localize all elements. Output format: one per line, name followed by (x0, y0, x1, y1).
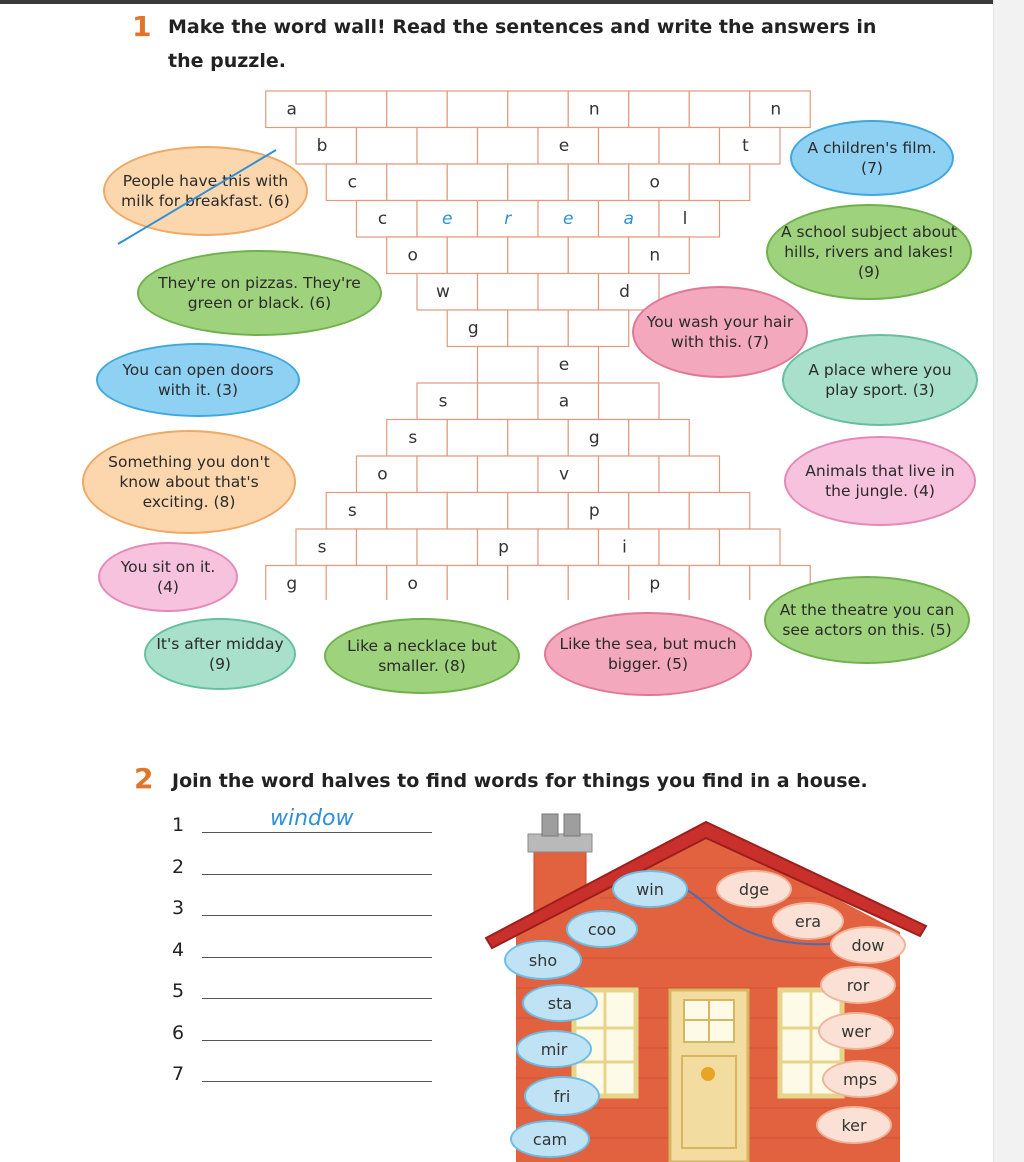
puzzle-letter: p (498, 537, 509, 558)
puzzle-letter: l (682, 208, 688, 229)
half-ror[interactable]: ror (820, 966, 896, 1004)
puzzle-letter: e (558, 135, 570, 156)
puzzle-cell[interactable] (659, 456, 720, 493)
puzzle-cell[interactable] (599, 383, 660, 420)
clue-hair: You wash your hair with this. (7) (632, 286, 808, 378)
puzzle-cell[interactable] (417, 529, 478, 566)
puzzle-letter: s (347, 500, 357, 521)
puzzle-letter: a (286, 99, 297, 120)
puzzle-letter: e (558, 354, 570, 375)
half-sho[interactable]: sho (504, 940, 582, 980)
answer-line[interactable] (202, 957, 432, 958)
half-mir[interactable]: mir (516, 1030, 592, 1068)
puzzle-letter: g (286, 573, 298, 594)
puzzle-cell[interactable] (568, 310, 629, 347)
puzzle-letter: g (588, 427, 600, 448)
puzzle-cell[interactable] (629, 493, 690, 530)
half-sta[interactable]: sta (522, 984, 598, 1022)
puzzle-letter: s (317, 537, 327, 558)
answer-line[interactable] (202, 915, 432, 916)
half-win[interactable]: win (612, 870, 688, 908)
puzzle-letter: c (377, 208, 388, 229)
puzzle-letter: o (649, 172, 660, 193)
puzzle-letter: n (649, 245, 661, 266)
puzzle-cell[interactable] (447, 566, 508, 601)
puzzle-letter: i (622, 537, 627, 558)
puzzle-letter: b (316, 135, 328, 156)
clue-breakfast: People have this with milk for breakfast. (6) (103, 146, 308, 236)
puzzle-cell[interactable] (568, 566, 629, 601)
puzzle-letter: n (588, 99, 600, 120)
puzzle-letter: n (770, 99, 782, 120)
puzzle-letter: o (407, 245, 418, 266)
answer-line[interactable] (202, 1081, 432, 1082)
puzzle-cell[interactable] (508, 420, 569, 457)
clue-midday: It's after midday (9) (144, 618, 296, 690)
puzzle-cell[interactable] (629, 420, 690, 457)
puzzle-cell[interactable] (508, 493, 569, 530)
answer-number: 5 (172, 980, 185, 1002)
puzzle-cell[interactable] (326, 566, 387, 601)
exercise-1-instruction-line2: the puzzle. (168, 50, 286, 72)
half-mps[interactable]: mps (822, 1060, 898, 1098)
puzzle-cell[interactable] (478, 383, 539, 420)
puzzle-letter: v (558, 464, 570, 485)
exercise-1-number: 1 (132, 10, 152, 43)
puzzle-cell[interactable] (417, 456, 478, 493)
puzzle-cell[interactable] (478, 347, 539, 384)
half-dge[interactable]: dge (716, 870, 792, 908)
answer-number: 3 (172, 897, 185, 919)
answer-number: 7 (172, 1063, 185, 1085)
puzzle-letter: c (347, 172, 357, 193)
puzzle-letter: p (649, 573, 661, 594)
puzzle-letter: d (619, 281, 630, 302)
puzzle-answer-letter: e (442, 208, 453, 229)
puzzle-letter: a (558, 391, 570, 412)
puzzle-answer-letter: a (623, 208, 634, 229)
puzzle-letter: g (467, 318, 479, 339)
puzzle-letter: s (438, 391, 448, 412)
exercise-2-instruction: Join the word halves to find words for things you find in a house. (172, 770, 868, 792)
answer-text: window (270, 806, 354, 831)
clue-sea: Like the sea, but much bigger. (5) (544, 612, 752, 696)
clue-subject: A school subject about hills, rivers and lakes! (9) (766, 204, 972, 300)
puzzle-cell[interactable] (599, 456, 660, 493)
puzzle-letter: s (408, 427, 418, 448)
puzzle-letter: t (742, 135, 749, 156)
clue-necklace: Like a necklace but smaller. (8) (324, 618, 520, 694)
clue-theatre: At the theatre you can see actors on this. (5) (764, 576, 970, 664)
puzzle-letter: o (377, 464, 388, 485)
clue-sport: A place where you play sport. (3) (782, 334, 978, 426)
puzzle-cell[interactable] (689, 493, 750, 530)
puzzle-cell[interactable] (720, 529, 781, 566)
puzzle-cell[interactable] (478, 456, 539, 493)
puzzle-cell[interactable] (508, 310, 569, 347)
puzzle-letter: o (407, 573, 418, 594)
half-coo[interactable]: coo (566, 910, 638, 948)
half-wer[interactable]: wer (818, 1012, 894, 1050)
half-fri[interactable]: fri (524, 1076, 600, 1116)
clue-film: A children's film. (7) (790, 120, 954, 196)
puzzle-letter: w (436, 281, 450, 302)
exercise-2-number: 2 (134, 762, 154, 795)
answer-line[interactable] (202, 832, 432, 833)
puzzle-cell[interactable] (538, 529, 599, 566)
puzzle-cell[interactable] (599, 529, 660, 566)
clue-exciting: Something you don't know about that's exciting. (8) (82, 430, 296, 534)
clue-pizzas: They're on pizzas. They're green or black. (6) (137, 250, 382, 336)
puzzle-cell[interactable] (447, 493, 508, 530)
puzzle-cell[interactable] (659, 529, 720, 566)
half-dow[interactable]: dow (830, 926, 906, 964)
clue-sit: You sit on it. (4) (98, 542, 238, 612)
exercise-1-instruction-line1: Make the word wall! Read the sentences and write the answers in (168, 16, 877, 38)
half-cam[interactable]: cam (510, 1120, 590, 1158)
half-ker[interactable]: ker (816, 1106, 892, 1144)
puzzle-cell[interactable] (508, 566, 569, 601)
puzzle-cell[interactable] (447, 420, 508, 457)
answer-number: 2 (172, 855, 185, 878)
puzzle-answer-letter: e (563, 208, 574, 229)
puzzle-cell[interactable] (357, 529, 418, 566)
answer-line[interactable] (202, 998, 432, 999)
puzzle-cell[interactable] (387, 493, 448, 530)
answer-number: 6 (172, 1021, 185, 1044)
puzzle-answer-letter: r (504, 208, 512, 229)
clue-jungle: Animals that live in the jungle. (4) (784, 436, 976, 526)
half-era[interactable]: era (772, 902, 844, 940)
answer-line[interactable] (202, 1040, 432, 1041)
puzzle-letter: p (588, 500, 600, 521)
answer-number: 4 (172, 938, 185, 961)
puzzle-cell[interactable] (689, 566, 750, 601)
clue-doors: You can open doors with it. (3) (96, 343, 300, 417)
answer-line[interactable] (202, 874, 432, 875)
answer-number: 1 (172, 814, 185, 836)
